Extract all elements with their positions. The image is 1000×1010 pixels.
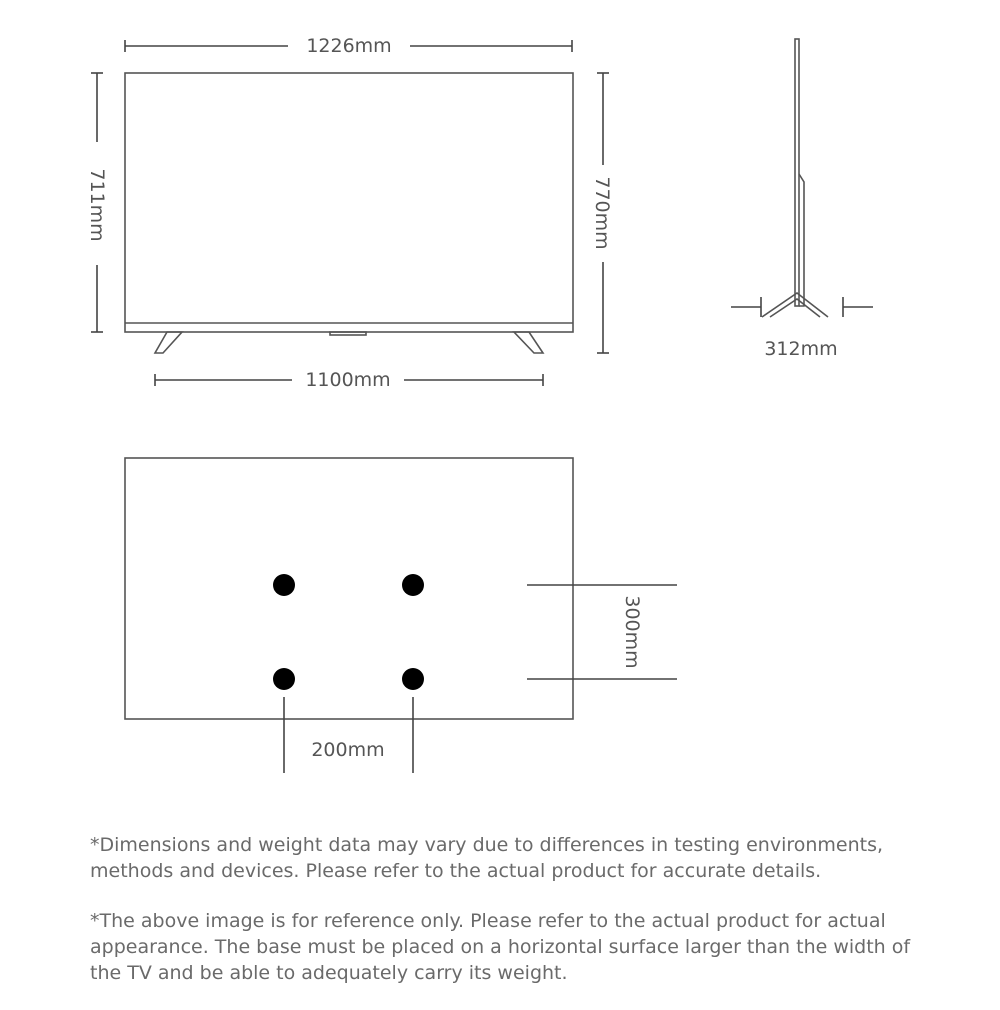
tv-side-view [762,39,828,317]
depth-label: 312mm [764,338,838,360]
vesa-hole-bottom-right [402,668,424,690]
depth-dimension [731,297,873,317]
tv-right-foot [514,332,543,353]
vesa-hole-bottom-left [273,668,295,690]
tv-screen-outline [125,73,573,332]
vesa-vertical-label: 300mm [621,595,643,669]
tv-back-view [125,458,573,719]
vesa-hole-top-right [402,574,424,596]
height-total-label: 770mm [591,176,613,250]
stand-span-label: 1100mm [305,369,391,391]
vesa-horizontal-label: 200mm [311,739,385,761]
tv-back-outline [125,458,573,719]
vesa-horizontal-dimension [284,697,413,773]
vesa-vertical-dimension [527,585,677,679]
tv-left-foot [155,332,182,353]
disclaimer-notes [90,832,920,1010]
tv-side-panel [795,39,799,306]
width-label: 1226mm [306,35,392,57]
disclaimer-note-1: *Dimensions and weight data may vary due to differences in testing environments, methods and devices. Please refer to the actual product for accurate details. [90,834,884,882]
tv-center-logo-bar [330,332,366,335]
disclaimer-note-2: *The above image is for reference only. Please refer to the actual product for actual appearance. The base must be placed on a horizontal surface larger than the width of the TV and be able to adequately carry its weight. [90,910,911,984]
height-with-stand-label: 711mm [86,168,108,242]
vesa-hole-top-left [273,574,295,596]
tv-front-view [125,73,573,353]
